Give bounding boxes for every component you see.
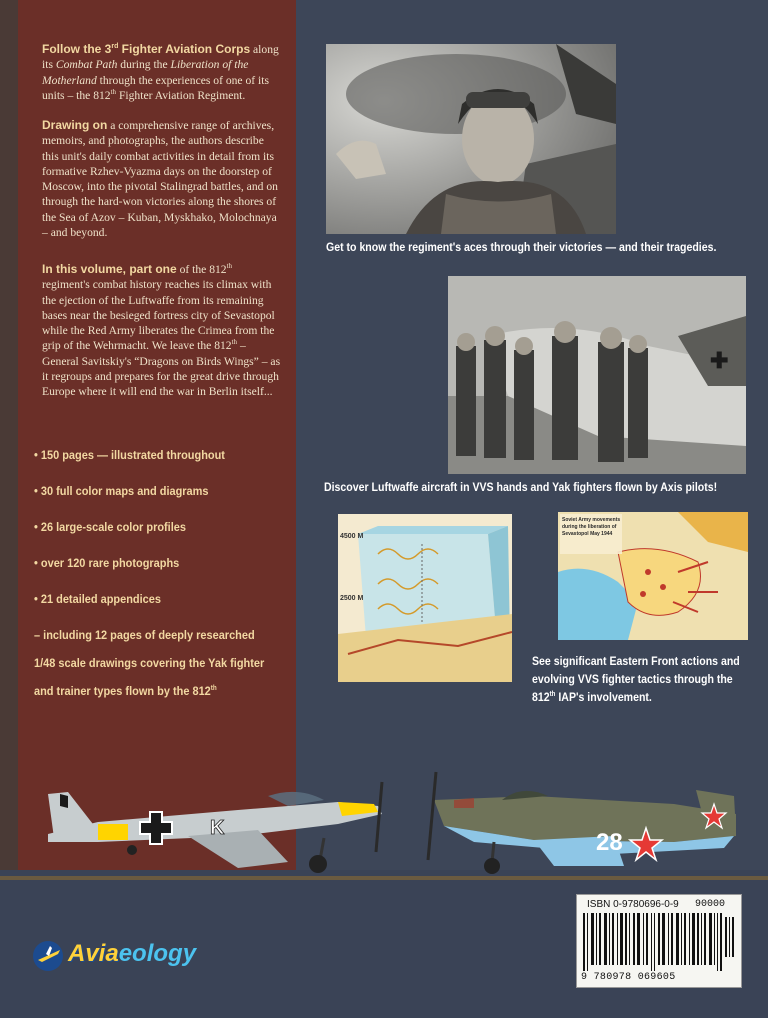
sevastopol-map-illustration — [558, 512, 748, 640]
blurb-2-text: a comprehensive range of archives, memoirs, and photographs, the authors describe this unit's daily combat activities in detail from its formative Rzhev-Vyazma days on the doorstep of Moscow, into the pivotal Stalingrad battles, and on through the hard-won victories along the shores of the Sea of Azov – Kuban, Myskhako, Molochnaya – and beyond. — [42, 119, 278, 240]
blurb-2-lead: Drawing on — [42, 118, 108, 132]
blurb-1-lead: Follow the 3 — [42, 42, 112, 56]
blurb-3-sup-2: th — [231, 338, 238, 347]
blurb-1-italic-2: Liberation of the Motherland — [42, 58, 249, 87]
group-aircraft-illustration — [448, 276, 746, 474]
messerschmitt-profile — [38, 772, 388, 882]
blurb-paragraph-3 — [42, 262, 282, 400]
map-title-line-1: Soviet Army movements — [562, 517, 621, 523]
tactics-diagram — [338, 514, 512, 682]
yak-tail-number: 28 — [596, 829, 623, 856]
isbn-barcode-block — [576, 894, 742, 988]
bullet-item: • 150 pages — illustrated throughout — [34, 448, 225, 462]
bullet-item: • 21 detailed appendices — [34, 592, 161, 606]
bullet-item: • over 120 rare photographs — [34, 556, 180, 570]
blurb-paragraph-2 — [42, 118, 282, 240]
blurb-3-text-3: – General Savitskiy's “Dragons on Birds Wings” – as it regroups and prepares for the great drive through Europe where it will end the war in Berlin itself... — [42, 339, 281, 399]
extra-line-1: – including 12 pages of deeply researched — [34, 628, 255, 642]
blurb-3-sup-1: th — [226, 262, 233, 271]
maps-caption — [532, 652, 768, 706]
logo-text-avia: Avia — [68, 940, 119, 967]
blurb-1-text-4: Fighter Aviation Regiment. — [116, 88, 246, 102]
barcode-digits: 9 780978 069605 — [581, 972, 676, 983]
left-aircraft-marking: K — [210, 817, 225, 839]
publisher-logo-icon — [32, 940, 66, 972]
pilot-portrait-illustration — [326, 44, 616, 234]
pilot-portrait-photo — [326, 44, 616, 234]
bullet-item: • 26 large-scale color profiles — [34, 520, 186, 534]
map-title-line-2: during the liberation of — [562, 524, 617, 530]
maps-caption-line-1: See significant Eastern Front actions and — [532, 654, 740, 668]
extra-line-2: 1/48 scale drawings covering the Yak fighter — [34, 656, 265, 670]
svg-text:✚: ✚ — [710, 348, 729, 373]
blurb-3-text-1: of the 812 — [176, 263, 227, 276]
sevastopol-map — [558, 512, 748, 640]
photo-2-caption: Discover Luftwaffe aircraft in VVS hands and Yak fighters flown by Axis pilots! — [324, 480, 718, 494]
blurb-3-lead: In this volume, part one — [42, 262, 177, 276]
diagram-altitude-top: 4500 M — [340, 533, 364, 540]
logo-text-eology: eology — [118, 940, 197, 967]
photo-1-caption: Get to know the regiment's aces through their victories — and their tragedies. — [326, 240, 717, 254]
blurb-paragraph-1 — [42, 42, 282, 103]
blurb-1-lead-end: Fighter Aviation Corps — [118, 42, 251, 56]
blurb-1-italic-1: Combat Path — [55, 58, 118, 72]
bullet-item: • 30 full color maps and diagrams — [34, 484, 209, 498]
blurb-1-text-1: along its — [42, 43, 279, 72]
blurb-1-lead-sup: rd — [111, 43, 119, 50]
map-title-line-3: Sevastopol May 1944 — [562, 531, 613, 537]
spine-edge — [0, 0, 18, 1018]
yak-fighter-profile — [414, 770, 744, 880]
maps-caption-line-2: evolving VVS fighter tactics through the — [532, 672, 733, 686]
isbn-price-code: 90000 — [695, 899, 726, 910]
tactics-diagram-illustration — [338, 514, 512, 682]
publisher-logo — [32, 938, 202, 974]
maps-caption-line-3: 812th IAP's involvement. — [532, 690, 652, 704]
blurb-3-text-2: regiment's combat history reaches its climax with the ejection of the Luftwaffe from its remaining bases near the besieged fortress city of Sevastopol while the Red Army liberates the Crimea from the grip of the Wehrmacht. We leave the 812 — [42, 278, 275, 353]
group-aircraft-photo — [448, 276, 746, 474]
barcode-graphic — [583, 913, 735, 971]
blurb-1-sup: th — [110, 88, 117, 97]
isbn-text: ISBN 0-9780696-0-9 — [587, 899, 679, 910]
diagram-altitude-mid: 2500 M — [340, 595, 364, 602]
blurb-1-text-3: through the experiences of one of its units – the 812 — [42, 73, 269, 102]
extra-line-3: and trainer types flown by the 812th — [34, 684, 217, 698]
blurb-1-text-2: during the — [117, 58, 171, 72]
